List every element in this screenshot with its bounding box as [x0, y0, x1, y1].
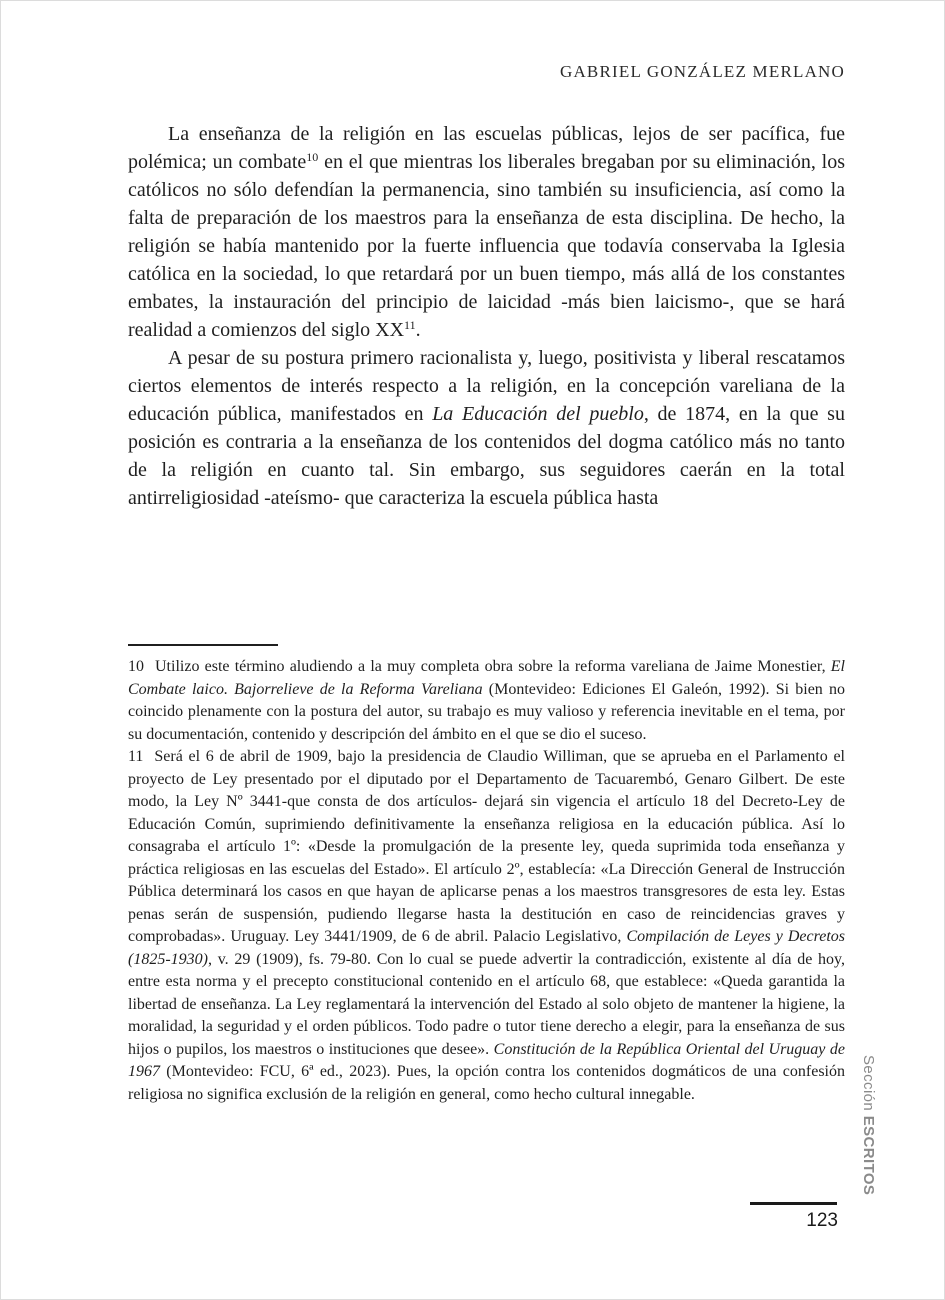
running-header: GABRIEL GONZÁLEZ MERLANO [559, 62, 845, 81]
paragraph-2-text-start: A pesar de su postura primero racionalista y, luego, positivista y liberal rescatamos ciertos elementos de interés respecto a la religión, en la concepción vareliana de la educación pública, manifestados en [128, 347, 845, 425]
footnote-11-text-start: Será el 6 de abril de 1909, bajo la presidencia de Claudio Williman, que se aprueba en el Parlamento el proyecto de Ley presentado por el diputado por el Departamento de Tacuarembó, Genaro Gilbert. De este modo, la Ley Nº 3441-que consta de dos artículos- dejará sin vigencia el artículo 18 del Decreto-Ley de Educación Común, suprimiendo definitivamente la enseñanza religiosa en la educación pública. Así lo consagraba el artículo 1º: «Desde la promulgación de la presente ley, queda suprimida toda enseñanza y práctica religiosas en las escuelas del Estado». El artículo 2º, establecía: «La Dirección General de Instrucción Pública determinará los casos en que hayan de aplicarse penas a los maestros transgresores de esta ley. Estas penas serán de suspensión, pudiendo llegarse hasta la destitución en caso de reincidencias graves y comprobadas». Uruguay. Ley 3441/1909, de 6 de abril. Palacio Legislativo, [128, 748, 845, 945]
main-text-block [128, 120, 845, 512]
paragraph-1-text-end: . [415, 319, 421, 341]
work-title-italic: La Educación del pueblo [432, 403, 644, 425]
section-label-word: ESCRITOS [860, 1115, 877, 1196]
footnotes-block [128, 656, 845, 1106]
footnote-10-text-end: (Montevideo: Ediciones El Galeón, 1992). Si bien no coincido plenamente con la postura del autor, su trabajo es muy valioso y referencia inevitable en el tema, por su documentación, contenido y descripción del ámbito en el que se dio el suceso. [128, 680, 845, 743]
footnote-11 [128, 746, 845, 1106]
section-sidebar-label [860, 1055, 877, 1196]
footnote-ref-10: 10 [306, 150, 319, 164]
footnote-10-number: 10 [128, 658, 144, 675]
footnote-ref-11: 11 [404, 318, 416, 332]
page-number: 123 [806, 1210, 838, 1231]
footnote-separator-rule [128, 644, 278, 646]
paragraph-1-text-start: La enseñanza de la religión en las escuelas públicas, lejos de ser pacífica, fue polémica; un combate [128, 123, 845, 173]
work-title-italic: Compilación de Leyes y Decretos (1825-1930) [128, 928, 846, 968]
footnote-11-number: 11 [128, 748, 144, 765]
paragraph-1-text-middle: en el que mientras los liberales bregaban por su eliminación, los católicos no sólo defendían la permanencia, sino también su insuficiencia, así como la falta de preparación de los maestros para la enseñanza de esta disciplina. De hecho, la religión se había mantenido por la fuerte influencia que todavía conservaba la Iglesia católica en la sociedad, lo que retardará por un buen tiempo, más allá de los constantes embates, la instauración del principio de laicidad -más bien laicismo-, que se hará realidad a comienzos del siglo XX [128, 151, 845, 341]
paragraph-2-text-end: , de 1874, en la que su posición es contraria a la enseñanza de los contenidos del dogma católico más no tanto de la religión en cuanto tal. Sin embargo, sus seguidores caerán en la total antirreligiosidad -ateísmo- que caracteriza la escuela pública hasta [128, 403, 845, 509]
footnote-11-text-end: (Montevideo: FCU, 6ª ed., 2023). Pues, la opción contra los contenidos dogmáticos de una confesión religiosa no significa exclusión de la religión en general, como hecho cultural innegable. [128, 1063, 845, 1103]
paragraph-2 [128, 344, 845, 512]
footer-rule [750, 1202, 837, 1205]
work-title-italic: El Combate laico. Bajorrelieve de la Reforma Vareliana [128, 658, 845, 698]
work-title-italic: Constitución de la República Oriental del Uruguay de 1967 [128, 1040, 845, 1080]
footnote-10 [128, 656, 845, 746]
footnote-10-text-start: Utilizo este término aludiendo a la muy completa obra sobre la reforma vareliana de Jaime Monestier, [155, 658, 831, 675]
section-label-prefix: Sección [860, 1055, 877, 1116]
paragraph-1 [128, 120, 845, 344]
footnote-11-text-middle: , v. 29 (1909), fs. 79-80. Con lo cual se puede advertir la contradicción, existente al día de hoy, entre esta norma y el precepto constitucional contenido en el artículo 68, que establece: «Queda garantida la libertad de enseñanza. La Ley reglamentará la intervención del Estado al solo objeto de mantener la higiene, la moralidad, la seguridad y el orden públicos. Todo padre o tutor tiene derecho a elegir, para la enseñanza de sus hijos o pupilos, los maestros o instituciones que desee». [128, 950, 845, 1058]
